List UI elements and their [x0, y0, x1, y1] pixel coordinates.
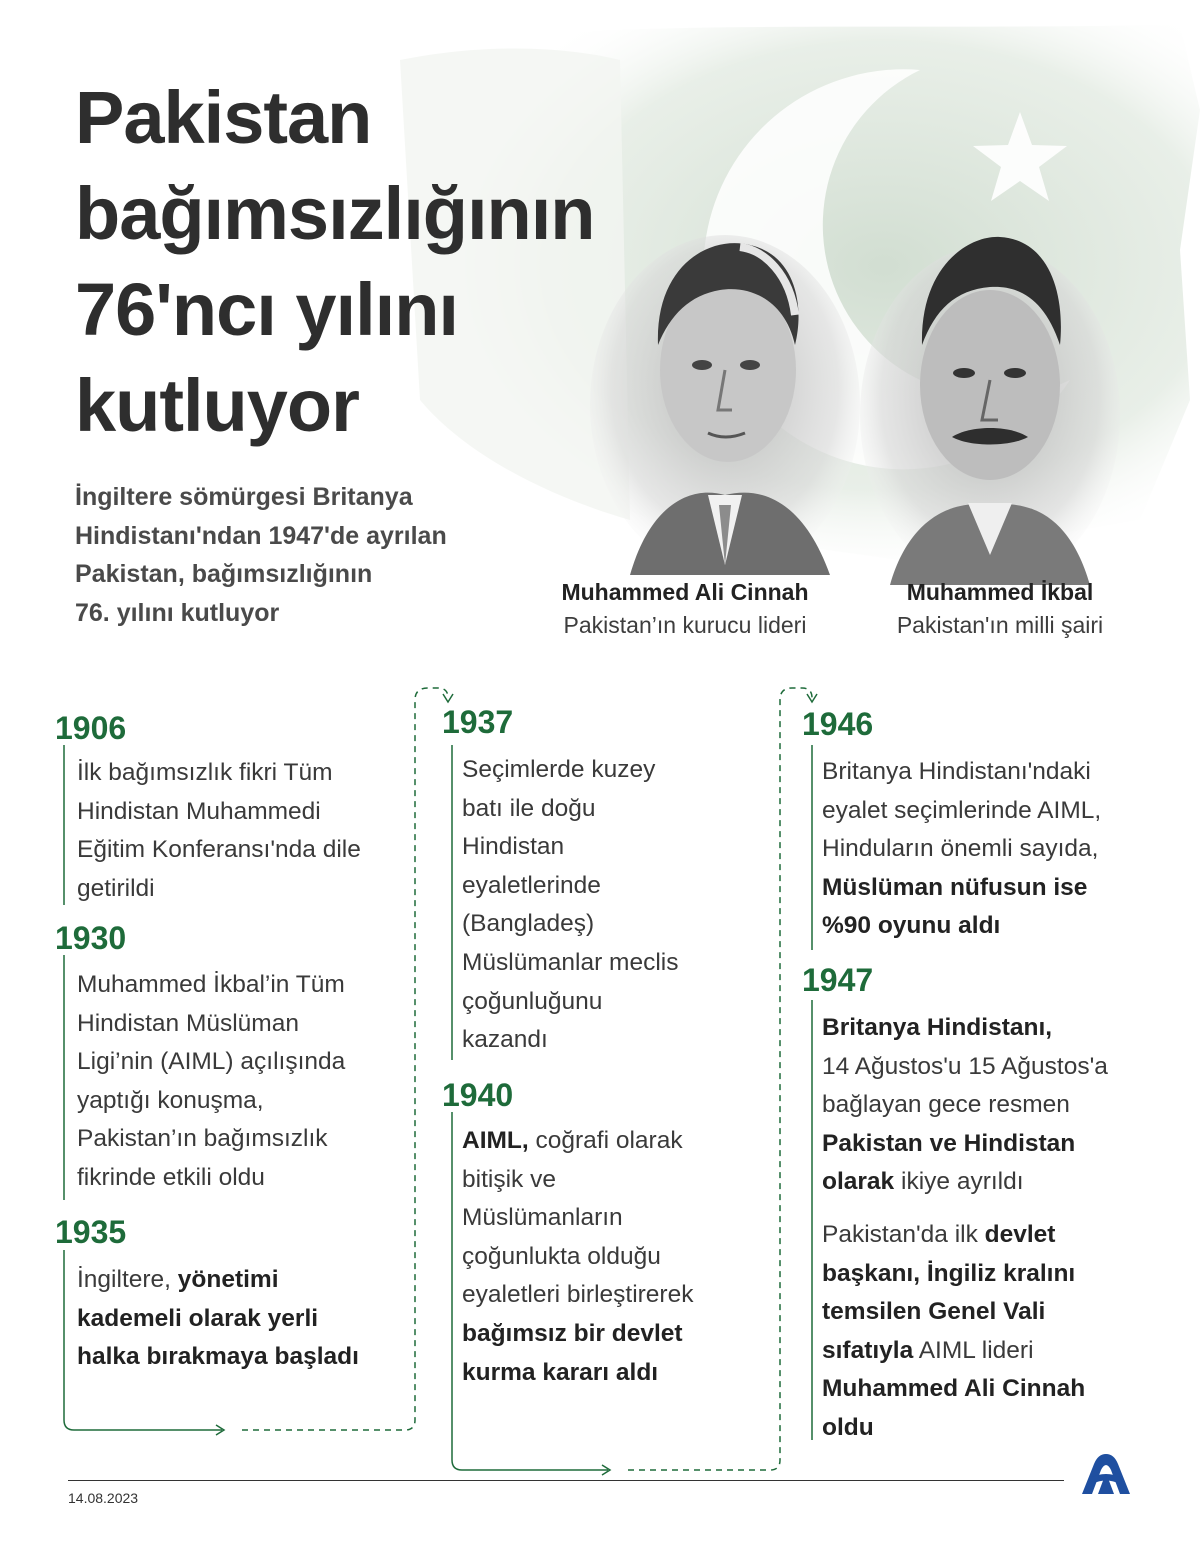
text-run-bold: temsilen Genel Vali [822, 1298, 1046, 1326]
text-run: bitişik ve [462, 1165, 556, 1193]
entry-line [822, 1409, 1085, 1448]
text-run: Hinduların önemli sayıda, [822, 835, 1099, 863]
title-line: 76'ncı yılını [75, 268, 458, 351]
entry-line [822, 1163, 1108, 1202]
text-run: ikiye ayrıldı [894, 1168, 1024, 1196]
entry-line [77, 1082, 345, 1121]
text-run: 14 Ağustos'u 15 Ağustos'a [822, 1052, 1108, 1080]
text-run: Hindistan Müslüman [77, 1009, 299, 1037]
text-run-bold: %90 oyunu aldı [822, 912, 1001, 940]
subtitle-line: Hindistanı'ndan 1947'de ayrılan [75, 521, 447, 550]
portrait-role: Pakistan'ın milli şairi [896, 612, 1104, 638]
entry-line [77, 1300, 359, 1339]
entry-line [822, 1086, 1108, 1125]
entry-line [77, 870, 361, 909]
entry-line [822, 1332, 1085, 1371]
entry-line [822, 1009, 1108, 1048]
entry-line [822, 907, 1101, 946]
text-run-bold: Pakistan ve Hindistan [822, 1129, 1076, 1157]
timeline-year: 1947 [802, 962, 874, 998]
entry-line [462, 867, 678, 906]
entry-line [77, 793, 361, 832]
entry-line [77, 1338, 359, 1377]
text-run: Pakistan’ın bağımsızlık [77, 1125, 328, 1153]
entry-line [822, 869, 1101, 908]
text-run: eyaletlerinde [462, 871, 601, 899]
timeline-year: 1937 [442, 704, 514, 740]
subtitle-line: İngiltere sömürgesi Britanya [75, 483, 413, 511]
text-run-bold: kurma kararı aldı [462, 1358, 659, 1386]
text-run: AIML lideri [913, 1336, 1034, 1364]
entry-line [462, 1315, 693, 1354]
text-run-bold: halka bırakmaya başladı [77, 1343, 359, 1371]
title-line: Pakistan [75, 76, 372, 159]
text-run: Müslümanların [462, 1204, 623, 1232]
entry-line [462, 1122, 693, 1161]
text-run: fikrinde etkili oldu [77, 1163, 265, 1191]
entry-line [77, 1261, 359, 1300]
entry-line [462, 1238, 693, 1277]
entry-line [822, 1216, 1085, 1255]
entry-line [462, 751, 678, 790]
text-run: (Bangladeş) [462, 910, 595, 938]
text-run-bold: yönetimi [177, 1266, 279, 1293]
entry-line [77, 754, 361, 793]
text-run-bold: bağımsız bir devlet [462, 1319, 683, 1347]
text-run: eyalet seçimlerinde AIML, [822, 796, 1102, 824]
text-run: coğrafi olarak [528, 1127, 683, 1154]
entry-line [462, 1161, 693, 1200]
text-run: İlk bağımsızlık fikri Tüm [77, 759, 333, 786]
text-run-bold: Muhammed Ali Cinnah [822, 1375, 1086, 1403]
timeline-year: 1946 [802, 706, 874, 742]
text-run: bağlayan gece resmen [822, 1091, 1070, 1119]
text-run-bold: sıfatıyla [822, 1336, 914, 1364]
entry-line [77, 1005, 345, 1044]
entry-line [822, 1293, 1085, 1332]
timeline-year: 1906 [55, 710, 127, 746]
timeline-entry [822, 1216, 1085, 1448]
text-run-bold: oldu [822, 1413, 874, 1441]
entry-line [822, 753, 1101, 792]
text-run: İngiltere, [77, 1266, 178, 1293]
timeline-year: 1935 [55, 1214, 127, 1250]
text-run: Eğitim Konferansı'nda dile [77, 836, 361, 864]
timeline-entry [77, 1261, 359, 1377]
text-run: getirildi [77, 874, 155, 902]
portrait-role: Pakistan’ın kurucu lideri [563, 612, 807, 638]
entry-line [462, 905, 678, 944]
text-run: Pakistan'da ilk [822, 1221, 985, 1248]
publish-date: 14.08.2023 [68, 1490, 139, 1506]
text-run: eyaletleri birleştirerek [462, 1281, 694, 1309]
text-run-bold: AIML, [462, 1127, 529, 1154]
entry-line [77, 1043, 345, 1082]
title-line: bağımsızlığının [75, 172, 595, 255]
entry-line [462, 983, 678, 1022]
text-run: yaptığı konuşma, [77, 1086, 264, 1114]
text-run: Ligi’nin (AIML) açılışında [77, 1048, 346, 1076]
timeline-entry [822, 1009, 1108, 1202]
text-run: Britanya Hindistanı'ndaki [822, 758, 1091, 785]
text-run: Muhammed İkbal’in Tüm [77, 971, 345, 998]
timeline-year: 1930 [55, 920, 127, 956]
text-run-bold: Britanya Hindistanı, [822, 1014, 1053, 1041]
entry-line [822, 1370, 1085, 1409]
entry-line [77, 831, 361, 870]
timeline-year: 1940 [442, 1077, 514, 1113]
entry-line [77, 966, 345, 1005]
text-run-bold: başkanı, İngiliz kralını [822, 1259, 1076, 1287]
timeline-entry [462, 751, 678, 1060]
entry-line [462, 790, 678, 829]
entry-line [822, 830, 1101, 869]
text-run: Seçimlerde kuzey [462, 756, 656, 783]
entry-line [462, 1276, 693, 1315]
entry-line [77, 1159, 345, 1198]
entry-line [822, 1048, 1108, 1087]
text-run-bold: kademeli olarak yerli [77, 1304, 319, 1332]
text-run: batı ile doğu [462, 794, 596, 822]
text-run: Müslümanlar meclis [462, 948, 679, 976]
title-line: kutluyor [75, 364, 359, 447]
entry-line [462, 828, 678, 867]
timeline-entry [77, 966, 345, 1198]
entry-line [77, 1120, 345, 1159]
text-run: çoğunluğunu [462, 987, 603, 1015]
entry-line [462, 1199, 693, 1238]
text-run: Hindistan Muhammedi [77, 797, 321, 825]
timeline-entry [822, 753, 1101, 946]
portrait-name: Muhammed Ali Cinnah [561, 579, 809, 605]
timeline-entry [462, 1122, 693, 1392]
text-run-bold: Müslüman nüfusun ise [822, 873, 1088, 901]
entry-line [462, 944, 678, 983]
text-run: Hindistan [462, 833, 565, 861]
subtitle-line: Pakistan, bağımsızlığının [75, 560, 373, 588]
footer-divider [68, 1480, 1064, 1481]
entry-line [462, 1354, 693, 1393]
entry-line [462, 1021, 678, 1060]
subtitle-line: 76. yılını kutluyor [75, 598, 280, 627]
text-run-bold: devlet [984, 1221, 1056, 1248]
entry-line [822, 792, 1101, 831]
entry-line [822, 1255, 1085, 1294]
entry-line [822, 1125, 1108, 1164]
timeline-entry [77, 754, 361, 908]
aa-logo-icon [1080, 1448, 1132, 1496]
text-run-bold: olarak [822, 1168, 895, 1196]
portrait-name: Muhammed İkbal [906, 579, 1094, 605]
text-run: kazandı [462, 1026, 548, 1054]
text-run: çoğunlukta olduğu [462, 1242, 661, 1270]
